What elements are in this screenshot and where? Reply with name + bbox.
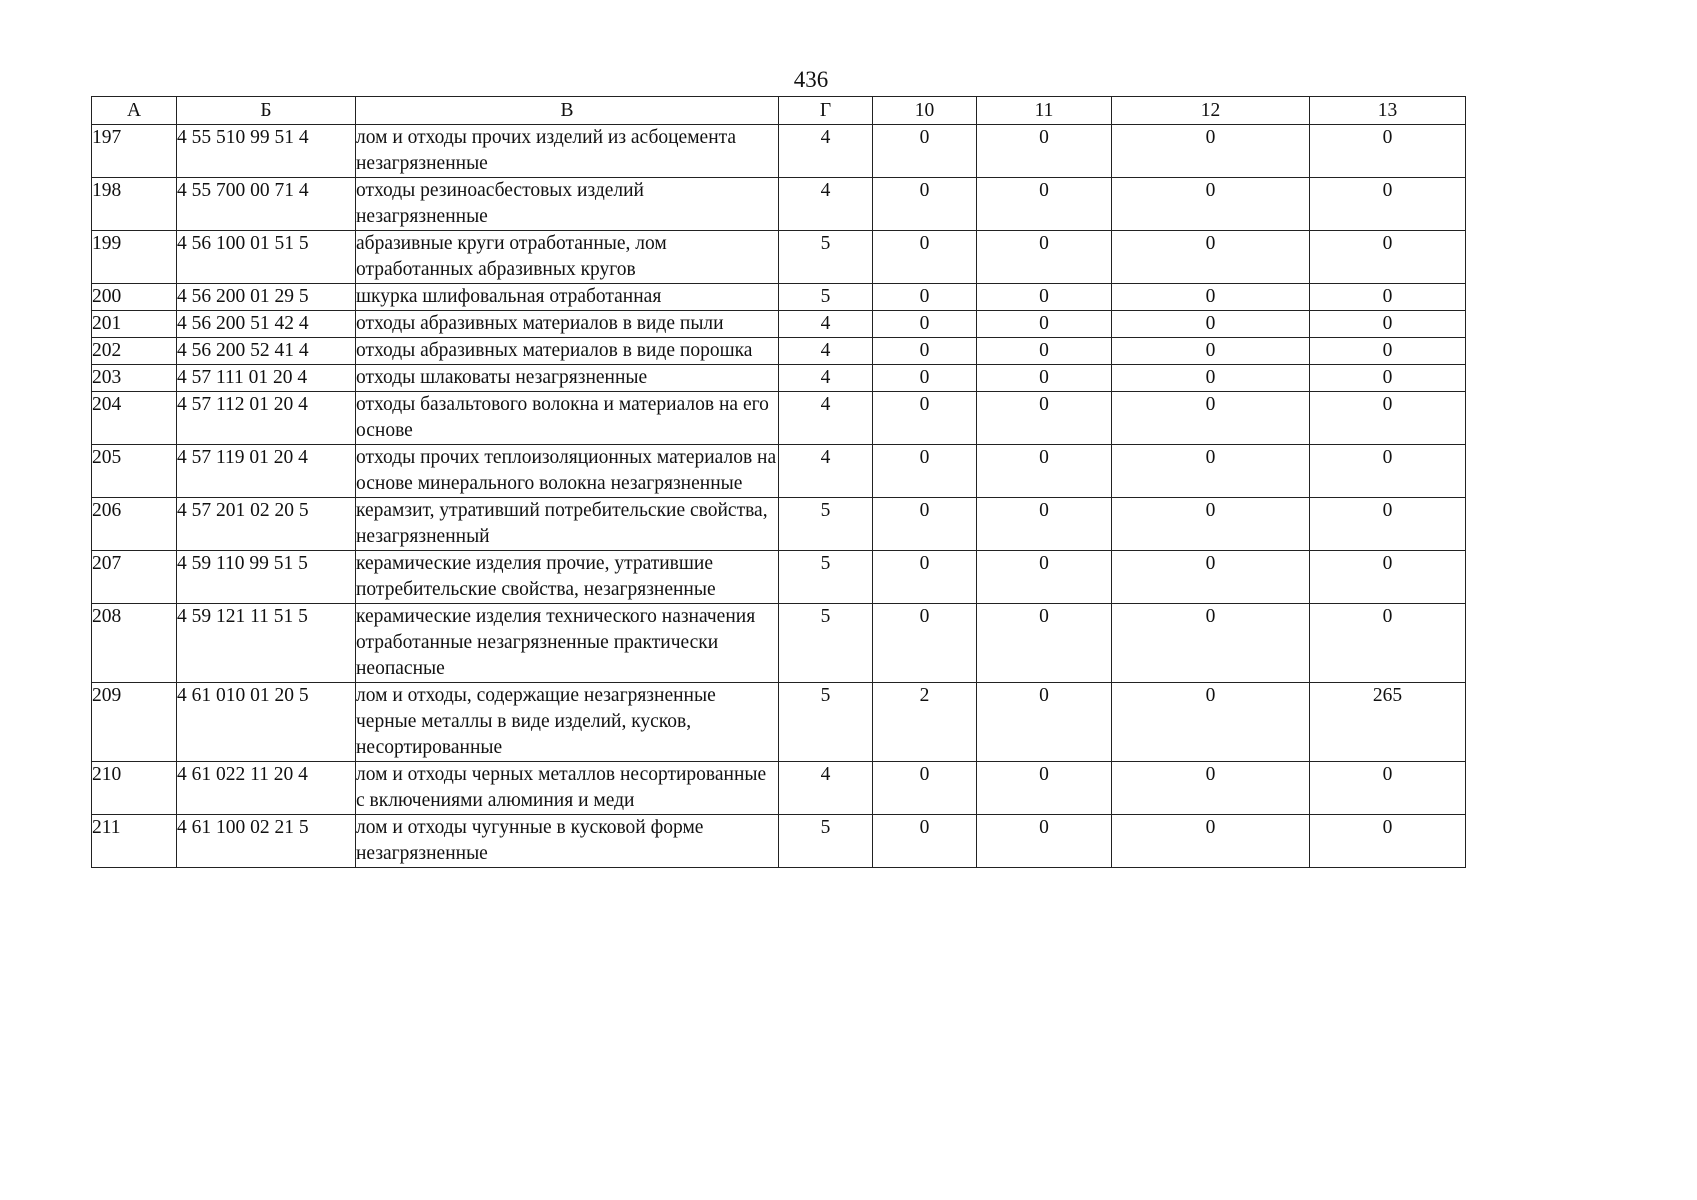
row-number-cell: 209 [92, 683, 177, 762]
row-number-cell: 200 [92, 284, 177, 311]
hazard-class-cell: 5 [779, 498, 873, 551]
waste-name-cell: отходы шлаковаты незагрязненные [356, 365, 779, 392]
column-10-cell: 0 [873, 815, 977, 868]
column-header-b: Б [177, 97, 356, 125]
column-header-13: 13 [1310, 97, 1466, 125]
waste-code-cell: 4 57 112 01 20 4 [177, 392, 356, 445]
column-13-cell: 0 [1310, 815, 1466, 868]
waste-name-cell: лом и отходы чугунные в кусковой форме незагрязненные [356, 815, 779, 868]
waste-name-cell: абразивные круги отработанные, лом отработанных абразивных кругов [356, 231, 779, 284]
row-number-cell: 210 [92, 762, 177, 815]
row-number-cell: 204 [92, 392, 177, 445]
column-13-cell: 265 [1310, 683, 1466, 762]
column-13-cell: 0 [1310, 498, 1466, 551]
waste-name-cell: лом и отходы, содержащие незагрязненные черные металлы в виде изделий, кусков, несортированные [356, 683, 779, 762]
column-12-cell: 0 [1112, 445, 1310, 498]
table-row [92, 498, 1466, 551]
column-13-cell: 0 [1310, 762, 1466, 815]
table-header-row [92, 97, 1466, 125]
hazard-class-cell: 5 [779, 551, 873, 604]
column-11-cell: 0 [977, 284, 1112, 311]
column-12-cell: 0 [1112, 231, 1310, 284]
column-12-cell: 0 [1112, 498, 1310, 551]
hazard-class-cell: 4 [779, 178, 873, 231]
column-11-cell: 0 [977, 604, 1112, 683]
table-row [92, 604, 1466, 683]
column-10-cell: 0 [873, 338, 977, 365]
column-10-cell: 0 [873, 365, 977, 392]
waste-name-cell: лом и отходы прочих изделий из асбоцемента незагрязненные [356, 125, 779, 178]
column-12-cell: 0 [1112, 311, 1310, 338]
column-11-cell: 0 [977, 551, 1112, 604]
table-row [92, 231, 1466, 284]
column-13-cell: 0 [1310, 365, 1466, 392]
waste-code-cell: 4 57 201 02 20 5 [177, 498, 356, 551]
table-row [92, 392, 1466, 445]
hazard-class-cell: 4 [779, 762, 873, 815]
table-row [92, 551, 1466, 604]
column-13-cell: 0 [1310, 551, 1466, 604]
hazard-class-cell: 5 [779, 815, 873, 868]
column-10-cell: 0 [873, 125, 977, 178]
row-number-cell: 199 [92, 231, 177, 284]
table-row [92, 178, 1466, 231]
waste-code-cell: 4 57 119 01 20 4 [177, 445, 356, 498]
hazard-class-cell: 5 [779, 683, 873, 762]
waste-code-cell: 4 59 110 99 51 5 [177, 551, 356, 604]
table-row [92, 284, 1466, 311]
waste-code-cell: 4 59 121 11 51 5 [177, 604, 356, 683]
waste-name-cell: керамические изделия технического назначения отработанные незагрязненные практически неопасные [356, 604, 779, 683]
column-12-cell: 0 [1112, 365, 1310, 392]
hazard-class-cell: 4 [779, 311, 873, 338]
column-12-cell: 0 [1112, 125, 1310, 178]
table-row [92, 311, 1466, 338]
row-number-cell: 208 [92, 604, 177, 683]
column-13-cell: 0 [1310, 338, 1466, 365]
column-11-cell: 0 [977, 338, 1112, 365]
row-number-cell: 206 [92, 498, 177, 551]
waste-code-cell: 4 56 100 01 51 5 [177, 231, 356, 284]
waste-code-cell: 4 55 700 00 71 4 [177, 178, 356, 231]
waste-name-cell: отходы базальтового волокна и материалов на его основе [356, 392, 779, 445]
waste-code-cell: 4 56 200 01 29 5 [177, 284, 356, 311]
column-10-cell: 0 [873, 604, 977, 683]
column-header-10: 10 [873, 97, 977, 125]
column-11-cell: 0 [977, 311, 1112, 338]
waste-name-cell: лом и отходы черных металлов несортированные с включениями алюминия и меди [356, 762, 779, 815]
waste-table [91, 96, 1466, 868]
row-number-cell: 211 [92, 815, 177, 868]
column-12-cell: 0 [1112, 815, 1310, 868]
column-10-cell: 0 [873, 311, 977, 338]
table-row [92, 683, 1466, 762]
column-11-cell: 0 [977, 178, 1112, 231]
column-12-cell: 0 [1112, 392, 1310, 445]
column-13-cell: 0 [1310, 284, 1466, 311]
row-number-cell: 207 [92, 551, 177, 604]
row-number-cell: 197 [92, 125, 177, 178]
table-body [92, 125, 1466, 868]
row-number-cell: 201 [92, 311, 177, 338]
column-12-cell: 0 [1112, 551, 1310, 604]
column-13-cell: 0 [1310, 445, 1466, 498]
column-10-cell: 0 [873, 498, 977, 551]
column-11-cell: 0 [977, 231, 1112, 284]
column-13-cell: 0 [1310, 311, 1466, 338]
column-10-cell: 0 [873, 551, 977, 604]
hazard-class-cell: 4 [779, 392, 873, 445]
hazard-class-cell: 5 [779, 284, 873, 311]
waste-code-cell: 4 61 100 02 21 5 [177, 815, 356, 868]
column-10-cell: 0 [873, 392, 977, 445]
waste-code-cell: 4 57 111 01 20 4 [177, 365, 356, 392]
column-12-cell: 0 [1112, 762, 1310, 815]
column-10-cell: 0 [873, 231, 977, 284]
column-10-cell: 0 [873, 762, 977, 815]
column-11-cell: 0 [977, 683, 1112, 762]
waste-name-cell: отходы прочих теплоизоляционных материалов на основе минерального волокна незагрязненные [356, 445, 779, 498]
table-row [92, 125, 1466, 178]
column-13-cell: 0 [1310, 178, 1466, 231]
column-11-cell: 0 [977, 392, 1112, 445]
page-number: 436 [793, 67, 829, 92]
waste-code-cell: 4 56 200 52 41 4 [177, 338, 356, 365]
hazard-class-cell: 4 [779, 365, 873, 392]
waste-code-cell: 4 55 510 99 51 4 [177, 125, 356, 178]
row-number-cell: 203 [92, 365, 177, 392]
column-12-cell: 0 [1112, 338, 1310, 365]
column-header-g: Г [779, 97, 873, 125]
column-11-cell: 0 [977, 125, 1112, 178]
waste-name-cell: отходы абразивных материалов в виде пыли [356, 311, 779, 338]
column-11-cell: 0 [977, 498, 1112, 551]
waste-code-cell: 4 61 022 11 20 4 [177, 762, 356, 815]
column-13-cell: 0 [1310, 231, 1466, 284]
table-row [92, 338, 1466, 365]
hazard-class-cell: 4 [779, 445, 873, 498]
column-11-cell: 0 [977, 815, 1112, 868]
hazard-class-cell: 4 [779, 338, 873, 365]
waste-name-cell: отходы резиноасбестовых изделий незагрязненные [356, 178, 779, 231]
column-11-cell: 0 [977, 762, 1112, 815]
waste-name-cell: керамзит, утративший потребительские свойства, незагрязненный [356, 498, 779, 551]
column-header-11: 11 [977, 97, 1112, 125]
hazard-class-cell: 5 [779, 231, 873, 284]
column-13-cell: 0 [1310, 392, 1466, 445]
column-10-cell: 0 [873, 178, 977, 231]
hazard-class-cell: 4 [779, 125, 873, 178]
table-row [92, 815, 1466, 868]
column-12-cell: 0 [1112, 604, 1310, 683]
waste-code-cell: 4 56 200 51 42 4 [177, 311, 356, 338]
column-13-cell: 0 [1310, 125, 1466, 178]
column-11-cell: 0 [977, 365, 1112, 392]
column-12-cell: 0 [1112, 683, 1310, 762]
waste-name-cell: керамические изделия прочие, утратившие потребительские свойства, незагрязненные [356, 551, 779, 604]
waste-name-cell: шкурка шлифовальная отработанная [356, 284, 779, 311]
column-header-12: 12 [1112, 97, 1310, 125]
column-11-cell: 0 [977, 445, 1112, 498]
row-number-cell: 205 [92, 445, 177, 498]
column-header-a: А [92, 97, 177, 125]
column-12-cell: 0 [1112, 284, 1310, 311]
column-12-cell: 0 [1112, 178, 1310, 231]
column-10-cell: 2 [873, 683, 977, 762]
table-row [92, 445, 1466, 498]
waste-code-cell: 4 61 010 01 20 5 [177, 683, 356, 762]
column-10-cell: 0 [873, 284, 977, 311]
waste-name-cell: отходы абразивных материалов в виде порошка [356, 338, 779, 365]
hazard-class-cell: 5 [779, 604, 873, 683]
row-number-cell: 202 [92, 338, 177, 365]
row-number-cell: 198 [92, 178, 177, 231]
table-row [92, 365, 1466, 392]
table-row [92, 762, 1466, 815]
column-13-cell: 0 [1310, 604, 1466, 683]
column-header-v: В [356, 97, 779, 125]
column-10-cell: 0 [873, 445, 977, 498]
